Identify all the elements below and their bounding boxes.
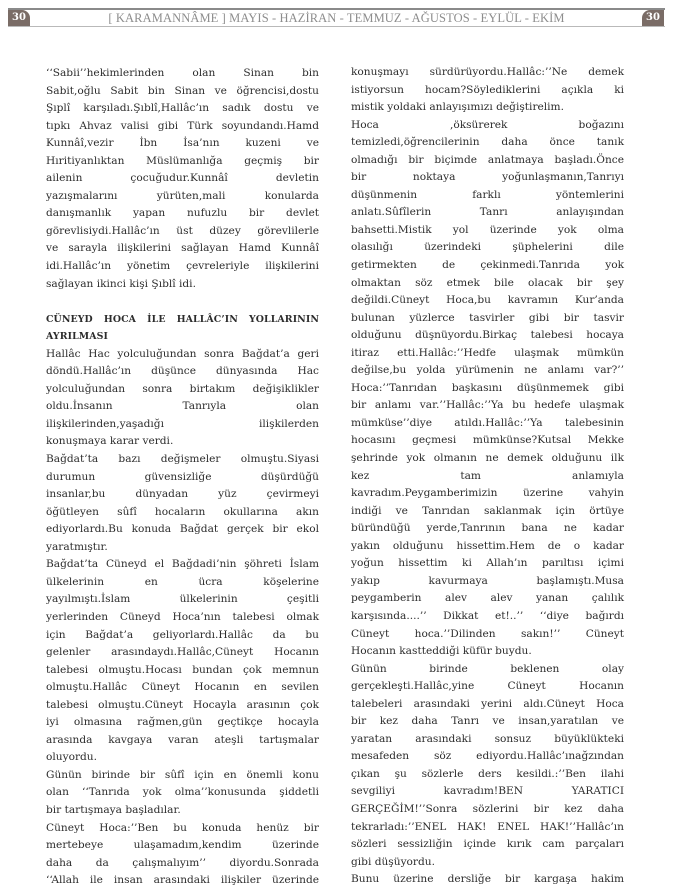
text-line: mümküse’’diye atıldı.Hallâc:’’Ya talebesinin xyxy=(351,416,624,429)
text-line: ülkelerinin en ücra köşelerine xyxy=(46,575,319,588)
text-line: mertebeye ulaşamadım,kendim üzerinde xyxy=(46,839,319,852)
text-line: ilişkilerinden,yaşadığı ilişkilerden xyxy=(46,417,319,430)
text-line: getirmekten de çekinmedi.Tanrıda yok xyxy=(351,259,624,272)
text-line: olmaktan söz etmek bile olacak bir şey xyxy=(351,276,624,289)
text-line: yerlerinden Cüneyd Hoca’nın talebesi olmak xyxy=(46,610,319,623)
text-line: Sabit,oğlu Sabit bin Sinan ve öğrencisi,dostu xyxy=(46,84,319,97)
text-line: olasılığı üzerindeki şüphelerini dile xyxy=(351,241,624,254)
text-line: ediyorlardı.Bu konuda Bağdat gerçek bir ekol xyxy=(46,523,319,536)
section-heading xyxy=(46,311,319,346)
text-line: hocasını geçmesi mümkünse?Kutsal Mekke xyxy=(351,434,624,447)
text-line: mesafeden söz ediyordu.Hallâc’ınağzından xyxy=(351,750,624,763)
text-line: yaratmıştır. xyxy=(46,540,108,553)
text-line: Hocanın kastteddiği küfür buydu. xyxy=(351,645,532,658)
paragraph xyxy=(46,767,319,820)
text-line: sözleri sessizliğin içinde kırık cam parçaları xyxy=(351,838,624,851)
text-line: bir anlamı var.’’Hallâc:’’Ya bu hedefe ulaşmak xyxy=(351,399,624,412)
text-line: arasında kavgaya varan ateşli tartışmalar xyxy=(46,733,319,746)
text-line: talebeleri arasındaki yerini aldı.Cüneyt Hoca xyxy=(351,697,624,710)
text-line: istiyorsun hocam?Söylediklerini açıkla ki xyxy=(351,83,624,96)
text-line: Günün birinde bir sûfî için en önemli konu xyxy=(46,768,319,781)
text-line: oldu.İnsanın Tanrıyla olan xyxy=(46,400,319,413)
right-column xyxy=(351,64,624,889)
text-line: yoğun hissettim ki Allah’ın parıltısı içimi xyxy=(351,557,624,570)
text-line: talebesi olmuştu.Cüneyt Hocayla arasının çok xyxy=(46,698,319,711)
text-line: Hallâc Hac yolculuğundan sonra Bağdat’a geri xyxy=(46,347,319,360)
text-line: Şıplî karşıladı.Şıblî,Hallâc’ın sadık dostu ve xyxy=(46,102,319,115)
text-line: Bağdat’ta Cüneyd el Bağdadi’nin şöhreti İslam xyxy=(46,558,319,571)
text-line: yayılmıştı.İslam ülkelerinin çeşitli xyxy=(46,593,319,606)
text-line: ailenin çocuğudur.Kunnâî devletin xyxy=(46,172,319,185)
text-line: gelenler arasındaydı.Hallâc,Cüneyt Hocanın xyxy=(46,646,319,659)
text-line: Cüneyt Hoca:’’Ben bu konuda henüz bir xyxy=(46,821,319,834)
text-line: için Bağdat’a geliyorlardı.Hallâc da bu xyxy=(46,628,319,641)
text-line: kez tam anlamıyla xyxy=(351,469,624,482)
text-line: görevlisiydi.Hallâc’ın üst düzey görevlilerle xyxy=(46,224,319,237)
text-line: daha da çalışmalıyım’’ diyordu.Sonrada xyxy=(46,856,319,869)
text-line: mistik yoldaki anlayışımızı değiştirelim. xyxy=(351,101,564,114)
text-line: bir tartışmaya başladılar. xyxy=(46,803,181,816)
text-line: tekrarladı:’’ENEL HAK! ENEL HAK!’’Hallâc’ın xyxy=(351,820,624,833)
text-line: Hoca:’’Tanrıdan başkasını düşünmemek gibi xyxy=(351,381,624,394)
text-line: iyi olmasına rağmen,gün geçtikçe hocayla xyxy=(46,716,319,729)
text-line: şehrinde yok olmanın ne demek olduğunu ilk xyxy=(351,452,624,465)
text-line: kavradım.Peygamberimizin üzerine vahyin xyxy=(351,487,624,500)
text-line: Hıritiyanlıktan Müslümanlığa geçmiş bir xyxy=(46,154,319,167)
text-line: gibi düşüyordu. xyxy=(351,855,435,868)
text-line: ‘‘Sabii’’hekimlerinden olan Sinan bin xyxy=(46,67,319,79)
text-line: yaratan arasındaki sonsuz büyüklükteki xyxy=(351,732,624,745)
paragraph xyxy=(46,451,319,556)
text-line: ve sarayla ilişkilerini sağlayan Hamd Kunnâî xyxy=(46,242,319,255)
text-line: konuşmayı sürdürüyordu.Hallâc:’’Ne demek xyxy=(351,66,624,78)
heading-line: CÜNEYD HOCA İLE HALLÂC’IN YOLLARININ xyxy=(46,313,319,325)
text-line: yakıp kavurmaya başlamıştı.Musa xyxy=(351,574,624,587)
text-line: olduğunu düşnüyordu.Birkaç talebesi hocaya xyxy=(351,329,624,342)
paragraph-gap xyxy=(46,293,319,311)
text-line: döndü.Hallâc’ın düşünce dünyasında Hac xyxy=(46,365,319,378)
text-line: talebesi olmuştu.Hocası bundan çok memnun xyxy=(46,663,319,676)
text-line: yakın olduğunu hissettim.Hem de o kadar xyxy=(351,539,624,552)
text-line: oluyordu. xyxy=(46,751,97,764)
paragraph xyxy=(46,556,319,767)
paragraph xyxy=(46,346,319,451)
text-line: durumun güvensizliğe düşürdüğü xyxy=(46,470,319,483)
paragraph xyxy=(351,871,624,889)
header-rule-bottom xyxy=(8,26,665,27)
text-line: itiraz etti.Hallâc:’’Hedfe ulaşmak mümkün xyxy=(351,346,624,359)
text-line: indiği ve Tanrıdan saklanmak için örtüye xyxy=(351,504,624,517)
text-line: öğütleyen sûfî hocaların okullarına akın xyxy=(46,505,319,518)
text-line: Günün birinde beklenen olay xyxy=(351,662,624,675)
running-title: [ KARAMANNÂME ] MAYIS - HAZİRAN - TEMMUZ - AĞUSTOS - EYLÜL - EKİM xyxy=(108,11,565,25)
text-line: Hoca ,öksürerek boğazını xyxy=(351,118,624,131)
text-line: olmuştu.Hallâc Cüneyt Hocanın en sevilen xyxy=(46,681,319,694)
text-line: sevgiliyi kavradım!BEN YARATICI xyxy=(351,785,624,798)
text-line: düşünmenin farklı yöntemlerini xyxy=(351,188,624,201)
text-line: bir noktaya yoğunlaşmanın,Tanrıyı xyxy=(351,171,624,184)
text-line: büründüğü yerde,Tanrının bana ne kadar xyxy=(351,522,624,535)
text-line: sağlayan ikinci kişi Şıblî idi. xyxy=(46,277,196,290)
text-line: GERÇEĞİM!’’Sonra sözlerini bir kez daha xyxy=(351,802,624,815)
left-column xyxy=(46,65,319,890)
text-line: değildi.Cüneyt Hoca,bu kavramın Kur’anda xyxy=(351,294,624,307)
text-line: insanlar,bu dünyadan yüz çevirmeyi xyxy=(46,488,319,501)
text-line: konuşmaya karar verdi. xyxy=(46,435,174,448)
paragraph xyxy=(351,661,624,872)
text-line: ‘‘Allah ile insan arasındaki ilişkiler üzerinde xyxy=(46,874,319,887)
page-number-right: 30 xyxy=(642,10,664,26)
text-line: Kunnâî,vezir İbn İsa’nın kuzeni ve xyxy=(46,137,319,150)
text-line: yolculuğundan sonra birtakım değişiklikler xyxy=(46,382,319,395)
text-line: tıpkı Ahvaz valisi gibi Türk soyundandı.Hamd xyxy=(46,119,319,132)
text-line: karşısında....’’ Dikkat et!..’’ ‘‘diye bağırdı xyxy=(351,609,624,622)
text-line: Cüneyt hoca.’’Dilinden sakın!’’ Cüneyt xyxy=(351,627,624,640)
text-line: olan ‘‘Tanrıda yok olma’’konusunda şiddetli xyxy=(46,786,319,799)
header-rule-top xyxy=(8,8,665,10)
heading-line: AYRILMASI xyxy=(46,331,108,343)
text-line: idi.Hallâc’ın yönetim çevreleriyle ilişkilerini xyxy=(46,260,319,273)
text-line: anlatı.Sûfîlerin Tanrı anlayışından xyxy=(351,206,624,219)
text-line: bulunan yüzlerce tasvirler gibi bir tasvir xyxy=(351,311,624,324)
paragraph xyxy=(46,65,319,293)
text-line: Bunu üzerine dersliğe bir kargaşa hakim xyxy=(351,873,624,886)
paragraph xyxy=(46,820,319,890)
text-line: gerçekleşti.Hallâc,yine Cüneyt Hocanın xyxy=(351,680,624,693)
text-line: Bağdat’ta bazı değişmeler olmuştu.Siyasi xyxy=(46,453,319,466)
paragraph xyxy=(351,64,624,117)
text-line: değilse,bu yolda yürümenin ne anlamı var?’’ xyxy=(351,364,624,377)
paragraph xyxy=(351,117,624,661)
text-line: peygamberin alev alev yanan çalılık xyxy=(351,592,624,605)
page-number-left: 30 xyxy=(8,10,30,26)
text-line: danışmanlık yapan nufuzlu bir devlet xyxy=(46,207,319,220)
text-line: bir kez daha Tanrı ve insan,yaratılan ve xyxy=(351,715,624,728)
text-line: temizledi,öğrencilerinin daha önce tanık xyxy=(351,136,624,149)
text-line: bahsetti.Mistik yol üzerinde yok olma xyxy=(351,223,624,236)
text-line: yazışmalarını yürüten,mali konularda xyxy=(46,189,319,202)
text-line: çıkan şu sözlerle ders kesildi.:’’Ben ilahi xyxy=(351,767,624,780)
text-line: olmadığı bir biçimde anlatmaya başladı.Önce xyxy=(351,153,624,166)
page-header xyxy=(0,0,673,32)
